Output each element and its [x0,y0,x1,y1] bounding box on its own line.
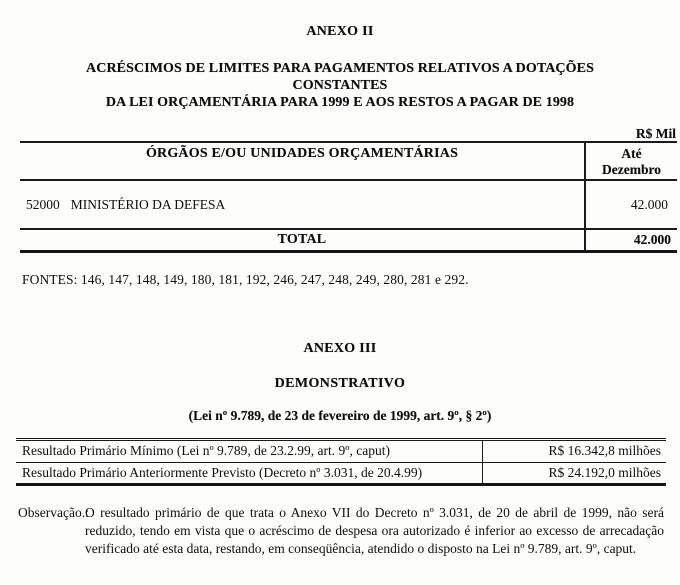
fontes-note: FONTES: 146, 147, 148, 149, 180, 181, 192, 246, 247, 248, 249, 280, 281 e 292. [22,272,469,287]
result-value: R$ 24.192,0 milhões [482,463,666,483]
law-reference: (Lei nº 9.789, de 23 de fevereiro de 1999, art. 9º, § 2º) [188,408,492,423]
table-row [16,441,666,462]
total-row [20,230,677,250]
anexo2-subtitle-line3: DA LEI ORÇAMENTÁRIA PARA 1999 E AOS RESTOS A PAGAR DE 1998 [105,95,575,110]
table-row [20,181,677,230]
observacao-label: Observação.: [18,505,89,520]
result-label: Resultado Primário Mínimo (Lei nº 9.789, de 23.2.99, art. 9º, caput) [22,443,390,458]
observacao-text: O resultado primário de que trata o Anexo VII do Decreto nº 3.031, de 20 de abril de 1999, não será reduzido, tendo em vista que o acréscimo de despesa ora autorizado é inferior ao excesso de arrecadação verificado até esta data, restando, em conseqüência, atendido o disposto na Lei nº 9.789, art. 9º, caput. [85,505,664,556]
anexo3-table [16,438,666,486]
result-value: R$ 16.342,8 milhões [482,441,666,462]
anexo2-table-col2-header [584,143,677,179]
anexo2-col2-header-line2: Dezembro [602,162,661,177]
org-cell [20,181,584,228]
anexo2-table-header-row [20,143,677,181]
total-value: 42.000 [584,230,677,250]
org-code: 52000 [26,196,60,212]
observacao-block [18,504,664,558]
anexo2-col2-header-line1: Até [621,146,642,161]
org-value: 42.000 [584,181,677,228]
result-label: Resultado Primário Anteriormente Previsto (Decreto nº 3.031, de 20.4.99) [22,465,423,480]
table-row [16,462,666,483]
total-label: TOTAL [277,232,327,247]
anexo2-table-col1-header: ÓRGÃOS E/OU UNIDADES ORÇAMENTÁRIAS [145,146,459,161]
currency-unit-label: R$ Mil [635,126,676,141]
anexo2-table [20,141,677,253]
anexo3-title: ANEXO III [303,341,377,356]
anexo2-title: ANEXO II [306,24,374,39]
anexo2-subtitle-line1: ACRÉSCIMOS DE LIMITES PARA PAGAMENTOS RELATIVOS A DOTAÇÕES [86,61,594,76]
org-name: MINISTÉRIO DA DEFESA [70,196,226,212]
anexo2-subtitle [0,60,680,111]
anexo3-subtitle: DEMONSTRATIVO [274,376,406,391]
anexo2-subtitle-line2: CONSTANTES [292,78,388,93]
